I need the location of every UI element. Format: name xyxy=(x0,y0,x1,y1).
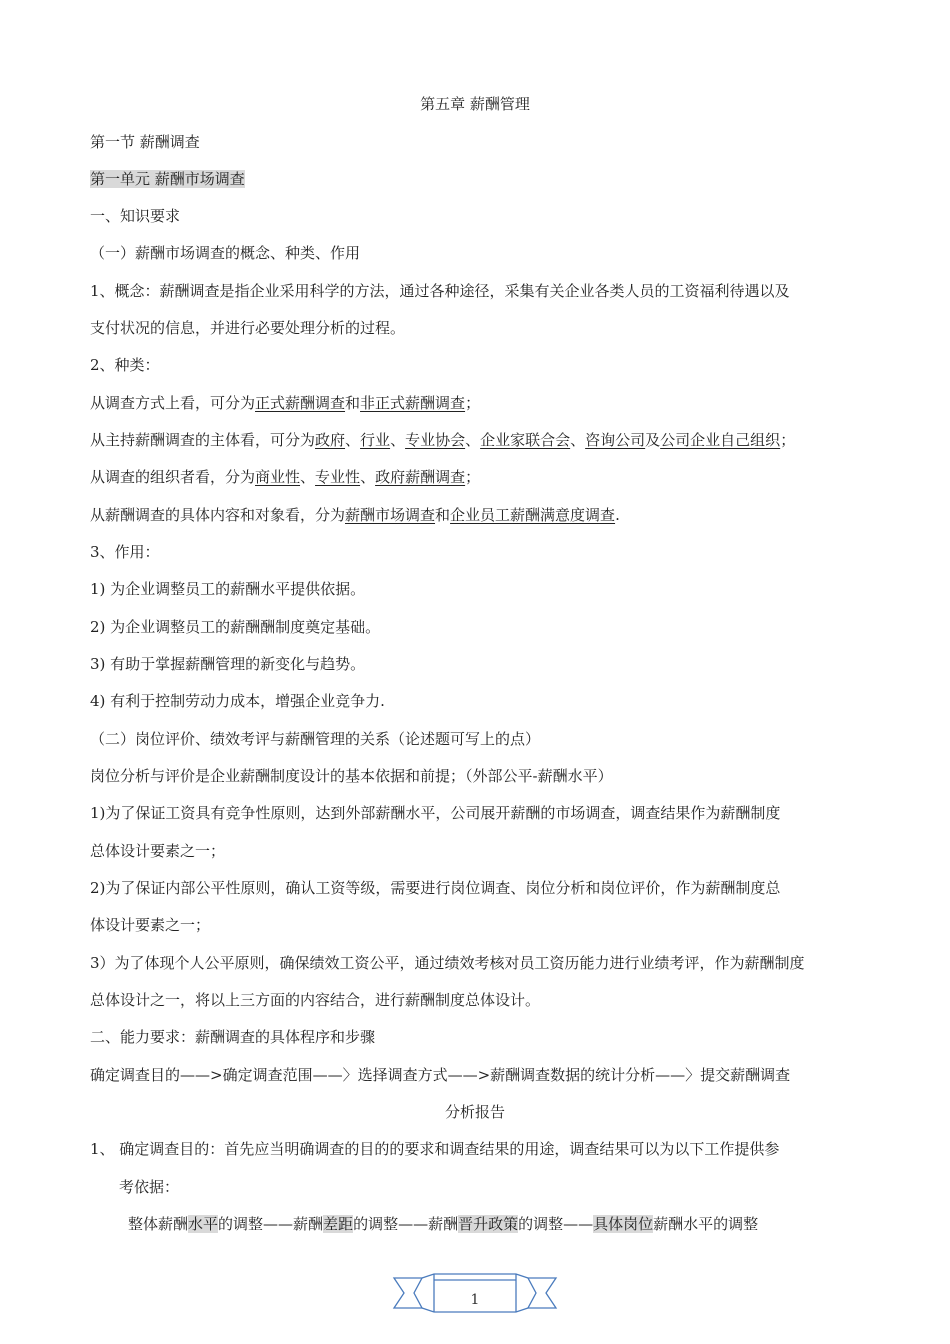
text: 从调查方式上看，可分为 xyxy=(90,394,256,412)
term: 企业员工薪酬满意度调查 xyxy=(450,506,616,524)
types-line-4 xyxy=(90,504,620,526)
text: 薪酬水平的调整 xyxy=(653,1215,759,1233)
text: 、 xyxy=(360,468,376,486)
types-heading: 2、种类： xyxy=(90,356,160,374)
types-line-3 xyxy=(90,466,480,488)
use-item-2: 2) 为企业调整员工的薪酬酬制度奠定基础。 xyxy=(90,618,381,636)
chapter-title: 第五章 薪酬管理 xyxy=(420,95,530,113)
text: 、 xyxy=(345,431,361,449)
text: 、 xyxy=(570,431,586,449)
highlight: 差距 xyxy=(323,1215,354,1233)
section-title: 第一节 薪酬调查 xyxy=(90,133,200,151)
term: 公司企业自己组织 xyxy=(660,431,781,449)
term: 政府 xyxy=(315,431,346,449)
text: . xyxy=(615,506,620,524)
term: 咨询公司 xyxy=(585,431,646,449)
concept-line-2: 支付状况的信息，并进行必要处理分析的过程。 xyxy=(90,319,406,337)
term: 专业性 xyxy=(315,468,361,486)
term: 正式薪酬调查 xyxy=(255,394,346,412)
text: 从薪酬调查的具体内容和对象看，分为 xyxy=(90,506,346,524)
highlight: 晋升政策 xyxy=(458,1215,519,1233)
page-number: 1 xyxy=(470,1292,480,1308)
relation-1-line-1: 1)为了保证工资具有竞争性原则，达到外部薪酬水平，公司展开薪酬的市场调查，调查结果作为薪酬制度 xyxy=(90,804,781,822)
use-item-4: 4) 有利于控制劳动力成本，增强企业竞争力. xyxy=(90,692,385,710)
text: 整体薪酬 xyxy=(128,1215,189,1233)
term: 薪酬市场调查 xyxy=(345,506,436,524)
heading-relation: （二）岗位评价、绩效考评与薪酬管理的关系（论述题可写上的点） xyxy=(90,730,541,748)
relation-2-line-2: 体设计要素之一； xyxy=(90,916,211,934)
use-item-3: 3) 有助于掌握薪酬管理的新变化与趋势。 xyxy=(90,655,366,673)
term: 商业性 xyxy=(255,468,301,486)
relation-intro: 岗位分析与评价是企业薪酬制度设计的基本依据和前提；（外部公平-薪酬水平） xyxy=(90,767,613,785)
text: 、 xyxy=(465,431,481,449)
use-item-1: 1) 为企业调整员工的薪酬水平提供依据。 xyxy=(90,580,366,598)
purpose-line-2: 考依据： xyxy=(119,1178,180,1196)
relation-3-line-1: 3）为了体现个人公平原则，确保绩效工资公平，通过绩效考核对员工资历能力进行业绩考评，作为薪酬制度 xyxy=(90,954,805,972)
term: 政府薪酬调查 xyxy=(375,468,466,486)
relation-3-line-2: 总体设计之一，将以上三方面的内容结合，进行薪酬制度总体设计。 xyxy=(90,991,541,1009)
text: 的调整——薪酬 xyxy=(218,1215,324,1233)
text: 、 xyxy=(390,431,406,449)
text: 的调整—— xyxy=(518,1215,594,1233)
text: ； xyxy=(465,394,481,412)
concept-line-1: 1、概念：薪酬调查是指企业采用科学的方法，通过各种途径，采集有关企业各类人员的工资福利待遇以及 xyxy=(90,282,790,300)
relation-1-line-2: 总体设计要素之一； xyxy=(90,842,226,860)
text: 及 xyxy=(645,431,661,449)
term: 非正式薪酬调查 xyxy=(360,394,466,412)
highlight: 水平 xyxy=(188,1215,219,1233)
types-line-2 xyxy=(90,429,795,451)
page-footer xyxy=(390,1268,560,1318)
unit-title-text: 第一单元 薪酬市场调查 xyxy=(90,170,245,188)
text: 的调整——薪酬 xyxy=(353,1215,459,1233)
heading-concept-types: （一）薪酬市场调查的概念、种类、作用 xyxy=(90,244,361,262)
term: 行业 xyxy=(360,431,391,449)
text: ； xyxy=(780,431,796,449)
text: ； xyxy=(465,468,481,486)
term: 专业协会 xyxy=(405,431,466,449)
purpose-line-1: 1、 确定调查目的：首先应当明确调查的目的的要求和调查结果的用途，调查结果可以为以下工作提供参 xyxy=(90,1140,780,1158)
text: 从调查的组织者看，分为 xyxy=(90,468,256,486)
types-line-1 xyxy=(90,392,480,414)
text: 和 xyxy=(345,394,361,412)
relation-2-line-1: 2)为了保证内部公平性原则，确认工资等级，需要进行岗位调查、岗位分析和岗位评价，作为薪酬制度总 xyxy=(90,879,781,897)
text: 和 xyxy=(435,506,451,524)
highlight: 具体岗位 xyxy=(593,1215,654,1233)
text: 、 xyxy=(300,468,316,486)
steps-line-1: 确定调查目的——>确定调查范围——〉选择调查方式——>薪酬调查数据的统计分析——〉提交薪酬调查 xyxy=(90,1066,791,1084)
heading-knowledge: 一、知识要求 xyxy=(90,207,181,225)
unit-title xyxy=(90,168,245,190)
text: 从主持薪酬调查的主体看，可分为 xyxy=(90,431,316,449)
steps-line-2: 分析报告 xyxy=(444,1103,505,1121)
term: 企业家联合会 xyxy=(480,431,571,449)
use-heading: 3、作用： xyxy=(90,543,160,561)
adjust-line xyxy=(128,1213,758,1235)
heading-ability: 二、能力要求：薪酬调查的具体程序和步骤 xyxy=(90,1028,376,1046)
